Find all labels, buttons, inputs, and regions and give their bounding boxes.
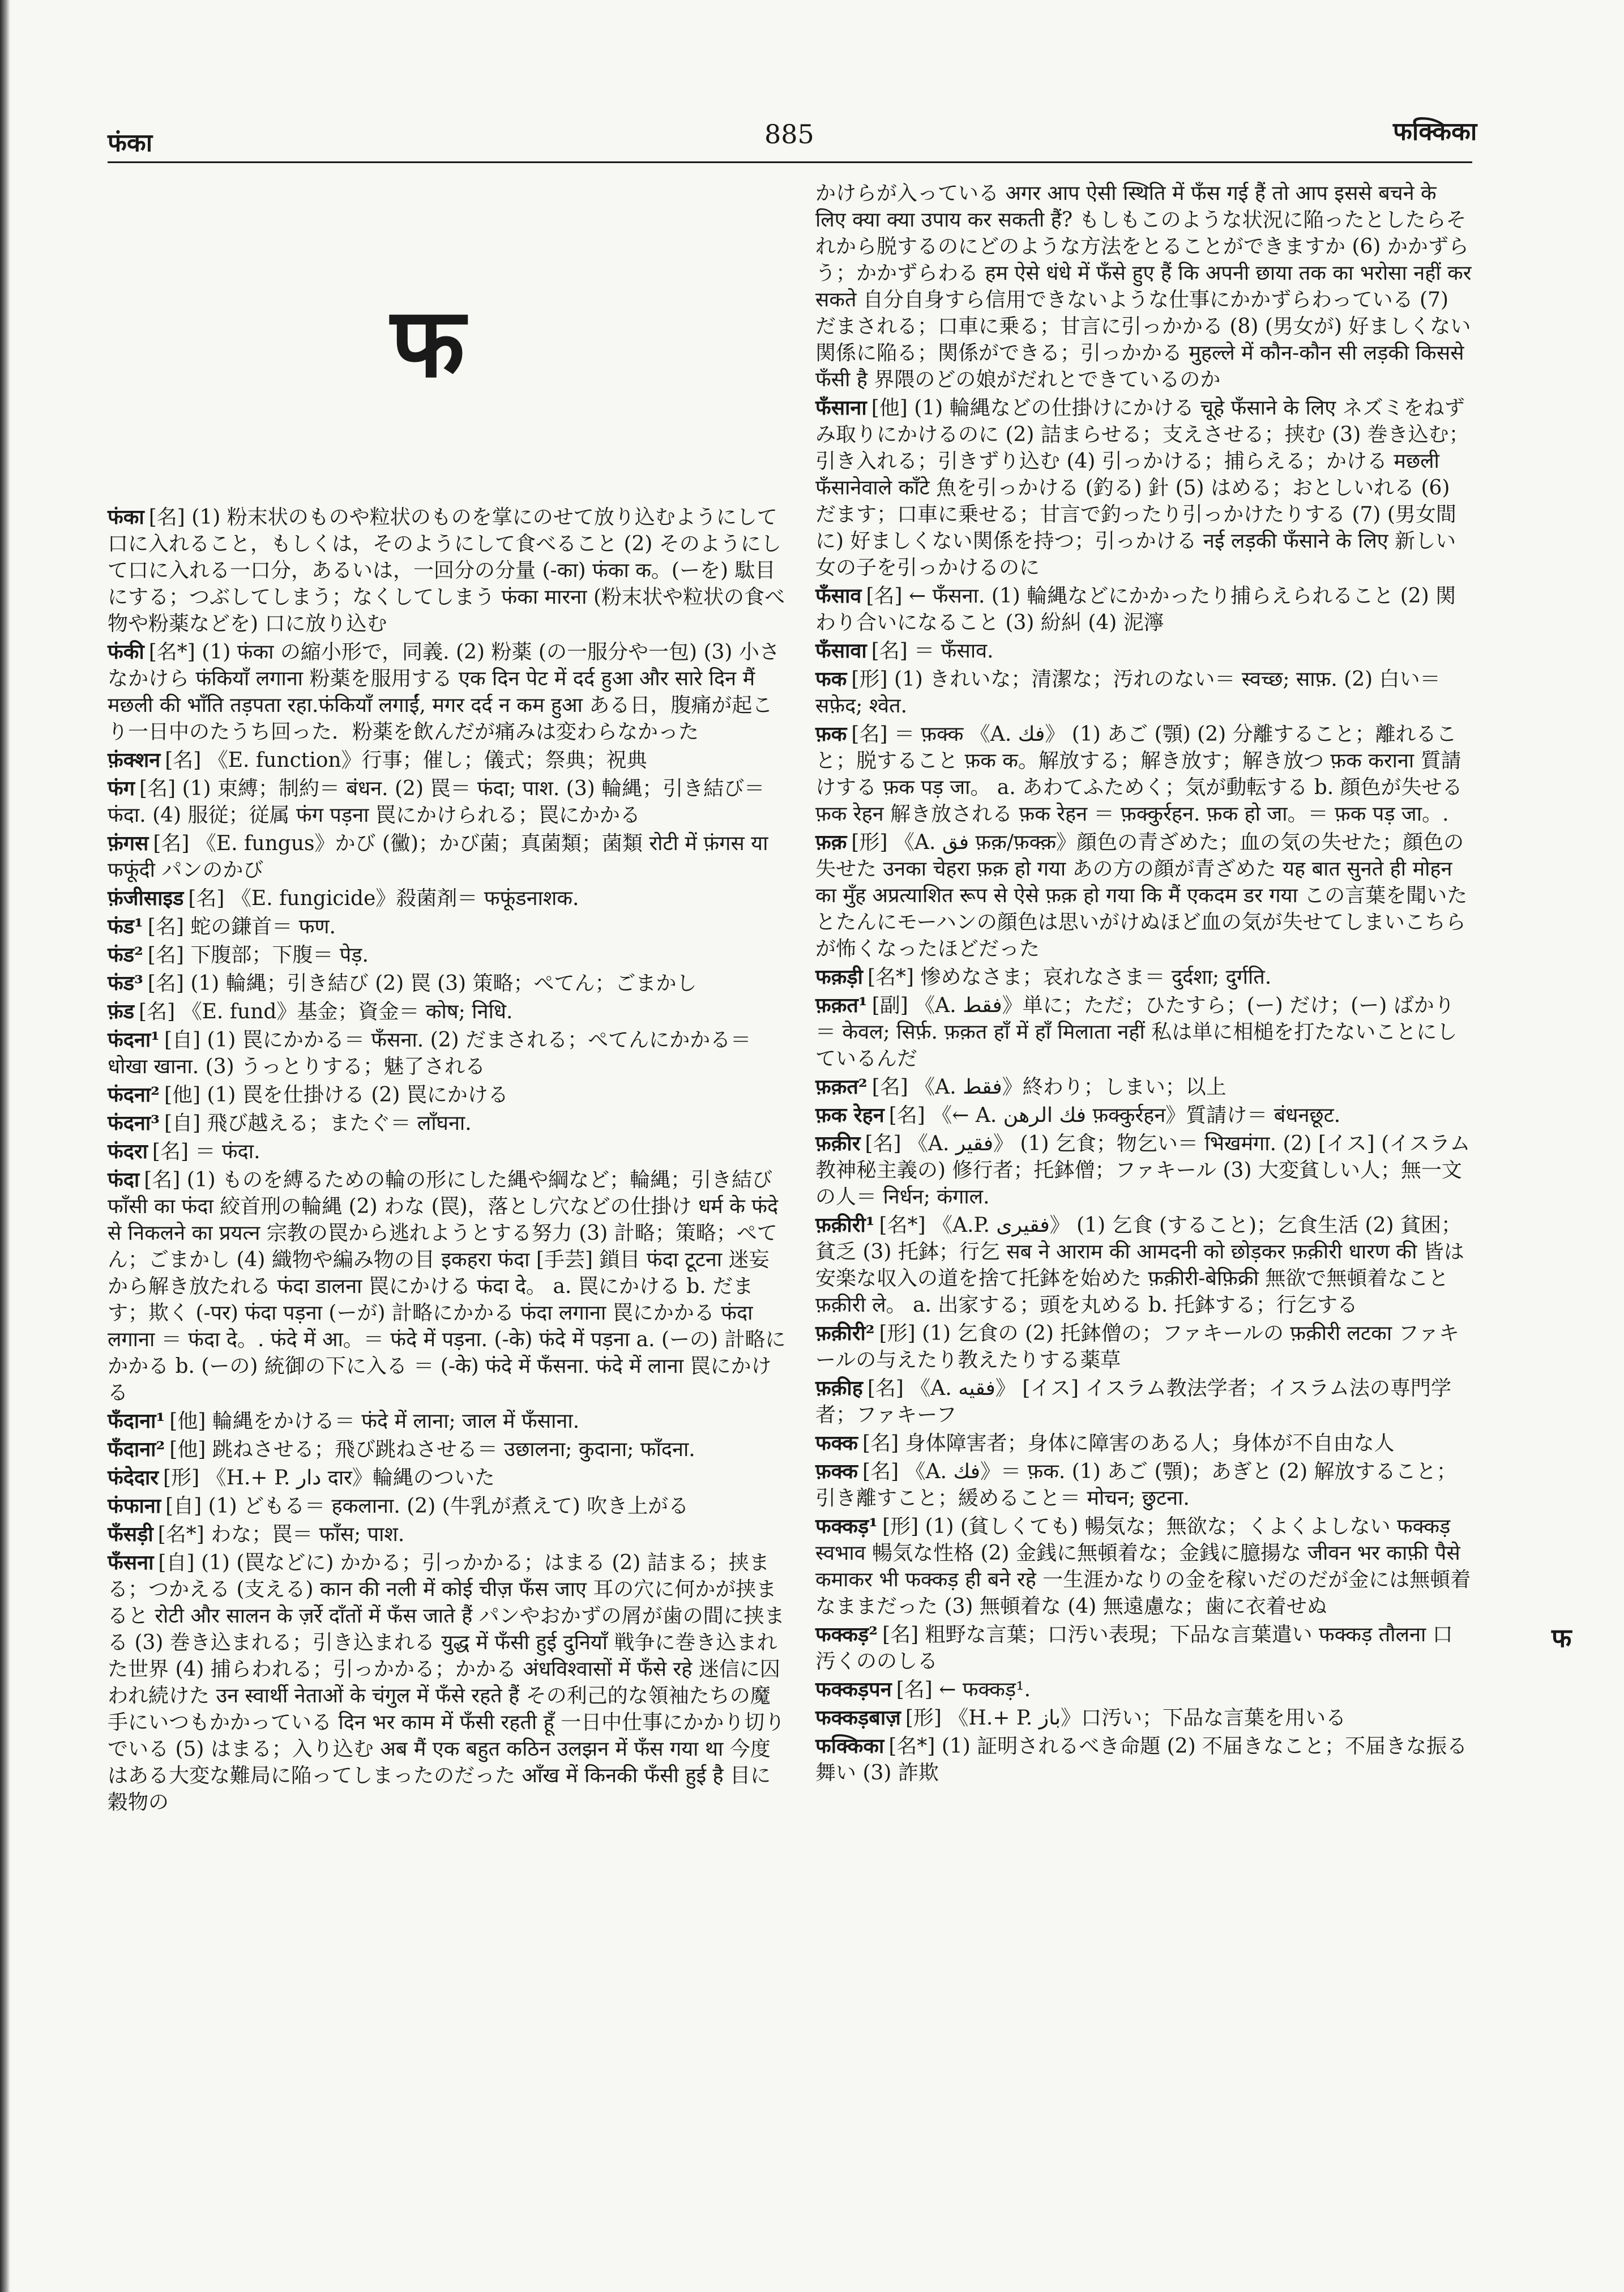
entry-headword: फंदना¹ bbox=[108, 1028, 160, 1052]
dictionary-entry bbox=[815, 1375, 1472, 1428]
dictionary-entry bbox=[108, 914, 787, 940]
entry-definition: [形] (1) きれいな；清潔な；汚れのない＝ स्वच्छ; साफ़. (2) 白い＝ सफ़ेद; श्वेत. bbox=[815, 668, 1441, 718]
entry-headword: फ़क़त¹ bbox=[815, 993, 867, 1017]
dictionary-entry bbox=[815, 1513, 1472, 1620]
entry-definition: [他] 輪縄をかける＝ फंदे में लाना; जाल में फँसाना. bbox=[169, 1410, 580, 1433]
entry-definition: [自] (1) どもる＝ हकलाना. (2) (牛乳が煮えて) 吹き上がる bbox=[165, 1495, 689, 1518]
entry-headword: फंड³ bbox=[108, 971, 143, 995]
dictionary-entry bbox=[815, 395, 1472, 581]
dictionary-entry bbox=[815, 1458, 1472, 1512]
entry-definition: [名] 《A. فك》＝ फ़क. (1) あご (顎)；あぎと (2) 解放すること；引き離すこと；緩めること＝ मोचन; छुटना. bbox=[815, 1460, 1457, 1510]
entry-definition: [名] 蛇の鎌首＝ फण. bbox=[147, 915, 336, 938]
dictionary-entry bbox=[815, 829, 1472, 962]
dictionary-entry bbox=[108, 1082, 787, 1108]
entry-definition: [名*] わな；罠＝ फाँस; पाश. bbox=[157, 1523, 405, 1546]
entry-headword: फंड¹ bbox=[108, 915, 143, 938]
dictionary-entry bbox=[108, 1138, 787, 1165]
entry-headword: फ़ंगस bbox=[108, 831, 149, 855]
dictionary-entry bbox=[108, 1167, 787, 1406]
dictionary-entry bbox=[815, 1733, 1472, 1786]
entry-definition: [形] 《H.+ P. باز》口汚い；下品な言葉を用いる bbox=[905, 1706, 1347, 1730]
header-rule bbox=[108, 161, 1472, 163]
entry-definition: [名] 《A. فقط》終わり；しまい；以上 bbox=[871, 1075, 1226, 1099]
thumb-index-letter: फ bbox=[1552, 1623, 1572, 1653]
entry-headword: फ़क bbox=[815, 722, 847, 746]
entry-definition: [名] 《E. fungus》かび (黴)；かび菌；真菌類；菌類 रोटी में फ़ंगस या फफूंदी パンのかび bbox=[108, 832, 768, 882]
dictionary-entry bbox=[815, 638, 1472, 664]
entry-headword: फ़क़ bbox=[815, 830, 847, 854]
entry-definition: [自] 飛び越える；またぐ＝ लाँघना. bbox=[164, 1112, 472, 1135]
entry-headword: फंफाना bbox=[108, 1494, 161, 1518]
entry-definition: [他] (1) 輪縄などの仕掛けにかける चूहे फँसाने के लिए ネズミをねずみ取りにかけるのに (2) 詰まらせる；支えさせる；挟む (3) 巻き込む；引き入れる；引きずり込む (4) 引っかける；捕らえる；かける मछली फँसानेवाले काँटे 魚を引っかける (釣る) 針 (5) はめる；おとしいれる (6) だます；口車に乗せる；甘言で釣ったり引っかけたりする (7) (男女間に) 好ましくない関係を持つ；引っかける नई लड़की फँसाने के लिए 新しい女の子を引っかけるのに bbox=[815, 396, 1469, 579]
entry-headword: फंदेदार bbox=[108, 1466, 159, 1489]
entry-headword: फंदना² bbox=[108, 1083, 160, 1107]
entry-headword: फ़ंक्शन bbox=[108, 748, 161, 772]
dictionary-entry bbox=[108, 970, 787, 997]
right-column bbox=[815, 180, 1472, 1788]
entry-definition: [他] (1) 罠を仕掛ける (2) 罠にかける bbox=[164, 1083, 508, 1107]
entry-definition: [名] 《← A. فك الرهن फ़क्कुर्रहन》質請け＝ बंधनछूट. bbox=[888, 1104, 1341, 1127]
entry-headword: फक्क bbox=[815, 1431, 858, 1455]
dictionary-entry bbox=[815, 1130, 1472, 1210]
entry-definition: [名] ＝ फ़क्क 《A. فك》 (1) あご (顎) (2) 分離すること；離れること；脱すること फ़क क。解放する；解き放す；解き放つ फ़क कराना 質請けする फ़क पड़ जा。 a. あわてふためく；気が動転する b. 顔色が失せる फ़क रेहन 解き放される फ़क रेहन ＝ फ़क्कुर्रहन. फ़क हो जा。＝ फ़क पड़ जा。. bbox=[815, 723, 1463, 826]
dictionary-entry bbox=[108, 885, 787, 912]
entry-headword: फँदाना¹ bbox=[108, 1409, 165, 1433]
entry-definition: [名*] (1) 証明されるべき命題 (2) 不届きなこと；不届きな振る舞い (3) 詐欺 bbox=[815, 1735, 1468, 1785]
entry-definition: [形] (1) (貧しくても) 暢気な；無欲な；くよくよしない फक्कड़ स्वभाव 暢気な性格 (2) 金銭に無頓着な；金銭に臆揚な जीवन भर काफ़ी पैसे कमाकर भी फक्कड़ ही बने रहे 一生涯かなりの金を稼いだのだが金には無頓着なままだった (3) 無頓着な (4) 無遠慮な；歯に衣着せぬ bbox=[815, 1515, 1471, 1618]
entry-headword: फक़ड़ी bbox=[815, 965, 863, 989]
entry-headword: फंदना³ bbox=[108, 1111, 160, 1135]
entry-headword: फ़ंजीसाइड bbox=[108, 886, 184, 910]
entry-definition: [名] (1) ものを縛るための輪の形にした縄や綱など；輪縄；引き結び फाँसी का फंदा 絞首刑の輪縄 (2) わな (罠)，落とし穴などの仕掛け धर्म के फंदे से निकलने का प्रयत्न 宗教の罠から逃れようとする努力 (3) 計略；策略；ぺてん；ごまかし (4) 織物や編み物の目 इकहरा फंदा [手芸] 鎖目 फंदा टूटना 迷妄から解き放たれる फंदा डालना 罠にかける फंदा दे。 a. 罠にかける b. だます；欺く (-पर) फंदा पड़ना (ーが) 計略にかかる फंदा लगाना 罠にかかる फंदा लगाना ＝ फंदा दे。. फंदे में आ。＝ फंदे में पड़ना. (-के) फंदे में पड़ना a. (ーの) 計略にかかる b. (ーの) 統御の下に入る ＝ (-के) फंदे में फँसना. फंदे में लाना 罠にかける bbox=[108, 1168, 786, 1405]
dictionary-entry bbox=[815, 1705, 1472, 1731]
entry-definition: [名] 下腹部；下腹＝ पेड़. bbox=[147, 944, 369, 967]
dictionary-entry bbox=[815, 1621, 1472, 1675]
left-column bbox=[108, 504, 787, 1817]
entry-headword: फक्कड़पन bbox=[815, 1678, 892, 1701]
entry-definition: [名*] 《A.P. فقيری》 (1) 乞食 (すること)；乞食生活 (2) 貧困；貧乏 (3) 托鉢；行乞 सब ने आराम की आमदनी को छोड़कर फ़क़ीरी धारण की 皆は安楽な収入の道を捨て托鉢を始めた फ़क़ीरी-बेफ़िक्री 無欲で無頓着なこと फ़क़ीरी ले。 a. 出家する；頭を丸める b. 托鉢する；行乞する bbox=[815, 1214, 1464, 1317]
dictionary-entry bbox=[815, 1320, 1472, 1373]
entry-definition: [名] (1) 輪縄；引き結び (2) 罠 (3) 策略；ぺてん；ごまかし bbox=[147, 972, 697, 995]
dictionary-entry bbox=[108, 1550, 787, 1816]
entry-headword: फ़ंड bbox=[108, 1000, 135, 1023]
entry-headword: फक्कड़² bbox=[815, 1623, 878, 1646]
entry-headword: फ़क़ीरी¹ bbox=[815, 1213, 875, 1237]
entry-headword: फ़क्क bbox=[815, 1459, 858, 1483]
header-right-guide-word: फक्किका bbox=[1393, 117, 1477, 146]
entry-definition: [名*] (1) फंका の縮小形で，同義. (2) 粉薬 (の一服分や一包) (3) 小さなかけら फंकियाँ लगाना 粉薬を服用する एक दिन पेट में दर्द हुआ और सारे दिन मैं मछली की भाँति तड़पता रहा.फंकियाँ लगाईं, मगर दर्द न कम हुआ ある日，腹痛が起こり一日中のたうち回った．粉薬を飲んだが痛みは変わらなかった bbox=[108, 641, 780, 744]
entry-definition: [名] (1) 束縛；制約＝ बंधन. (2) 罠＝ फंदा; पाश. (3) 輪縄；引き結び＝ फंदा. (4) 服従；従属 फंग पड़ना 罠にかけられる；罠にかかる bbox=[108, 777, 765, 827]
entry-definition: [名] 《A. فقيه》 [イス] イスラム教法学者；イスラム法の専門学者；ファキーフ bbox=[815, 1377, 1452, 1427]
dictionary-entry bbox=[815, 180, 1472, 393]
dictionary-entry bbox=[108, 1027, 787, 1080]
entry-definition: [名] 粗野な言葉；口汚い表現；下品な言葉遣い फक्कड़ तौलना 口汚くののしる bbox=[815, 1623, 1453, 1673]
entry-headword: फक्कड़¹ bbox=[815, 1514, 878, 1538]
entry-headword: फ़क रेहन bbox=[815, 1103, 884, 1127]
entry-definition: [名*] 惨めなさま；哀れなさま＝ दुर्दशा; दुर्गति. bbox=[867, 966, 1272, 989]
entry-definition: [名] ＝ फँसाव. bbox=[871, 639, 994, 663]
entry-headword: फंड² bbox=[108, 943, 143, 967]
dictionary-entry bbox=[815, 992, 1472, 1072]
dictionary-entry bbox=[815, 1212, 1472, 1318]
entry-definition: [名] ← फक्कड़¹. bbox=[896, 1678, 1031, 1701]
dictionary-entry bbox=[815, 1074, 1472, 1100]
dictionary-entry bbox=[108, 998, 787, 1025]
entry-definition: [形] 《A. فق फ़क़/फ़क्क़》顔色の青ざめた；血の気の失せた；顔色の失せた उनका चेहरा फ़क़ हो गया あの方の顔が青ざめた यह बात सुनते ही मोहन का मुँह अप्रत्याशित रूप से ऐसे फ़क़ हो गया कि मैं एकदम डर गया この言葉を聞いたとたんにモーハンの顔色は思いがけぬほど血の気が失せてしまいこちらが怖くなったほどだった bbox=[815, 831, 1468, 961]
dictionary-entry bbox=[815, 964, 1472, 991]
entry-definition: [名] 《E. fund》基金；資金＝ कोष; निधि. bbox=[139, 1000, 513, 1023]
dictionary-entry bbox=[108, 1110, 787, 1137]
entry-headword: फँसाव bbox=[815, 584, 862, 608]
dictionary-entry bbox=[108, 1493, 787, 1520]
dictionary-entry bbox=[815, 1102, 1472, 1129]
section-letter-heading: फ bbox=[391, 286, 465, 399]
entry-headword: फँसना bbox=[108, 1551, 154, 1574]
entry-definition: [名] 《A. فقير》 (1) 乞食；物乞い＝ भिखमंगा. (2) [イス] (イスラム教神秘主義の) 修行者；托鉢僧；ファキール (3) 大変貧しい人；無一文の人＝ निर्धन; कंगाल. bbox=[815, 1132, 1471, 1209]
entry-headword: फ़क़ीर bbox=[815, 1132, 861, 1155]
entry-headword: फँसड़ी bbox=[108, 1522, 153, 1546]
dictionary-entry bbox=[108, 747, 787, 774]
book-binding-shadow bbox=[0, 0, 10, 2292]
page-number: 885 bbox=[764, 119, 814, 150]
entry-headword: फक bbox=[815, 667, 847, 691]
entry-headword: फक्किका bbox=[815, 1734, 884, 1758]
entry-definition: かけらが入っている अगर आप ऐसी स्थिति में फँस गई हैं तो आप इससे बचने के लिए क्या क्या उपाय कर सकती हैं? もしもこのような状況に陥ったとしたらそれから脱するのにどのような方法をとることができますか (6) かかずらう；かかずらわる हम ऐसे धंधे में फँसे हुए हैं कि अपनी छाया तक का भरोसा नहीं कर सकते 自分自身すら信用できないような仕事にかかずらわっている (7) だまされる；口車に乗る；甘言に引っかかる (8) (男女が) 好ましくない関係に陥る；関係ができる；引っかかる मुहल्ले में कौन-कौन सी लड़की किससे फँसी है 界隈のどの娘がだれとできているのか bbox=[815, 182, 1472, 391]
entry-definition: [名] ＝ फंदा. bbox=[152, 1140, 260, 1163]
dictionary-entry bbox=[108, 1436, 787, 1463]
entry-headword: फँसाना bbox=[815, 396, 867, 420]
entry-definition: [自] (1) 罠にかかる＝ फँसना. (2) だまされる；ぺてんにかかる＝ धोखा खाना. (3) うっとりする；魅了される bbox=[108, 1028, 751, 1078]
entry-definition: [副] 《A. فقط》単に；ただ；ひたすら；(ー) だけ；(ー) ばかり＝ केवल; सिर्फ़. फ़क़त हाँ में हाँ मिलाता नहीं 私は単に相槌を打たないことにしているんだ bbox=[815, 994, 1458, 1070]
entry-headword: फक्कड़बाज़ bbox=[815, 1706, 901, 1730]
entry-definition: [名] 身体障害者；身体に障害のある人；身体が不自由な人 bbox=[862, 1432, 1395, 1455]
dictionary-entry bbox=[815, 1430, 1472, 1457]
dictionary-entry bbox=[108, 639, 787, 745]
dictionary-entry bbox=[108, 830, 787, 883]
dictionary-entry bbox=[108, 1465, 787, 1491]
entry-headword: फ़क़ीरी² bbox=[815, 1321, 875, 1345]
entry-headword: फँदाना² bbox=[108, 1437, 165, 1461]
header-left-guide-word: फंका bbox=[108, 129, 153, 157]
dictionary-entry bbox=[108, 942, 787, 968]
entry-definition: [名] 《E. function》行事；催し；儀式；祭典；祝典 bbox=[165, 749, 647, 772]
entry-headword: फंकी bbox=[108, 640, 144, 664]
entry-headword: फंदा bbox=[108, 1168, 140, 1192]
entry-headword: फंग bbox=[108, 776, 135, 800]
dictionary-entry bbox=[815, 721, 1472, 827]
entry-definition: [形] 《H.+ P. دار दार》輪縄のついた bbox=[163, 1466, 495, 1489]
entry-definition: [名] (1) 粉末状のものや粒状のものを掌にのせて放り込むようにして口に入れること，もしくは，そのようにして食べること (2) そのようにして口に入れる一口分，あるいは，一回分の分量 (-का) फंका क。(ーを) 駄目にする；つぶしてしまう；なくしてしまう फंका मारना (粉末状や粒状の食べ物や粉薬などを) 口に放り込む bbox=[108, 506, 785, 635]
dictionary-entry bbox=[815, 666, 1472, 719]
entry-headword: फ़क़त² bbox=[815, 1075, 867, 1099]
dictionary-entry bbox=[108, 1408, 787, 1435]
dictionary-entry bbox=[108, 504, 787, 637]
entry-definition: [名] 《E. fungicide》殺菌剤＝ फफूंडनाशक. bbox=[188, 887, 579, 910]
entry-definition: [他] 跳ねさせる；飛び跳ねさせる＝ उछालना; कुदाना; फाँदना. bbox=[169, 1438, 695, 1461]
dictionary-entry bbox=[815, 583, 1472, 636]
entry-headword: फँसावा bbox=[815, 639, 867, 663]
dictionary-entry bbox=[815, 1676, 1472, 1703]
entry-headword: फ़क़ीह bbox=[815, 1376, 863, 1400]
entry-definition: [名] ← फँसना. (1) 輪縄などにかかったり捕らえられること (2) 関わり合いになること (3) 紛糾 (4) 泥濘 bbox=[815, 584, 1456, 634]
entry-definition: [自] (1) (罠などに) かかる；引っかかる；はまる (2) 詰まる；挟まる；つかえる (支える) कान की नली में कोई चीज़ फँस जाए 耳の穴に何かが挟まると रोटी और सालन के ज़र्रे दाँतों में फँस जाते हैं パンやおかずの屑が歯の間に挟まる (3) 巻き込まれる；引き込まれる युद्ध में फँसी हुई दुनियाँ 戦争に巻き込まれた世界 (4) 捕らわれる；引っかかる；かかる अंधविश्वासों में फँसे रहे 迷信に囚われ続けた उन स्वार्थी नेताओं के चंगुल में फँसे रहते हैं その利己的な領袖たちの魔手にいつもかかっている दिन भर काम में फँसी रहती हूँ 一日中仕事にかかり切りでいる (5) はまる；入り込む अब मैं एक बहुत कठिन उलझन में फँस गया था 今度はある大変な難局に陥ってしまったのだった आँख में किनकी फँसी हुई है 目に穀物の bbox=[108, 1551, 785, 1814]
entry-headword: फंका bbox=[108, 505, 144, 529]
dictionary-entry bbox=[108, 1521, 787, 1548]
entry-headword: फंदरा bbox=[108, 1139, 148, 1163]
entry-definition: [形] (1) 乞食の (2) 托鉢僧の；ファキールの फ़क़ीरी लटका ファキールの与えたり教えたりする薬草 bbox=[815, 1322, 1459, 1372]
dictionary-entry bbox=[108, 775, 787, 829]
